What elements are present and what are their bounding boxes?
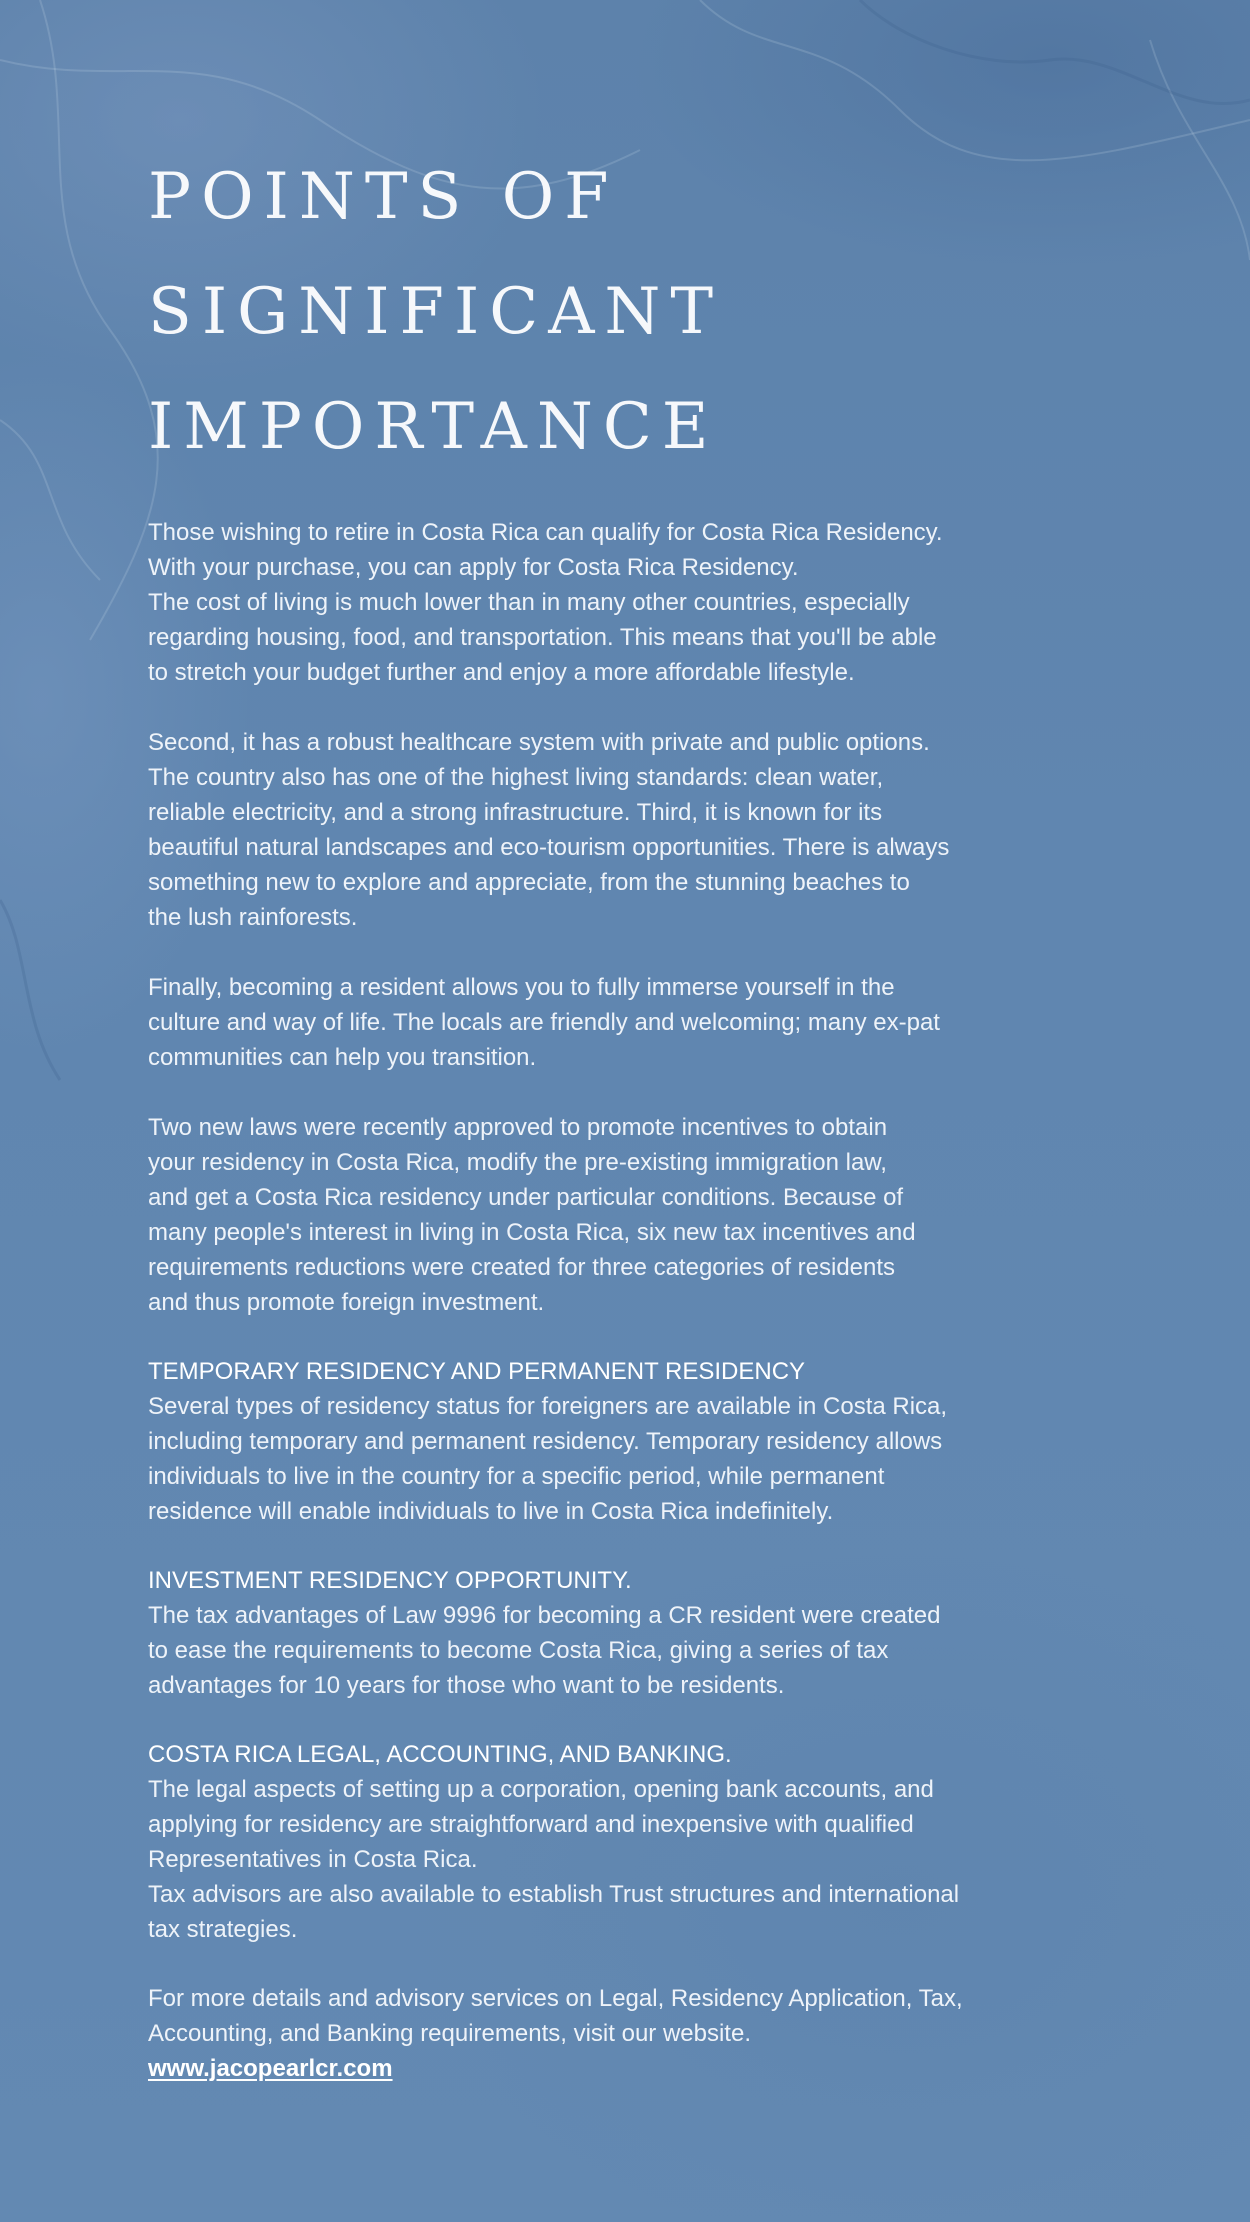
text-line: reliable electricity, and a strong infrastructure. Third, it is known for its <box>148 799 883 826</box>
text-line: the lush rainforests. <box>148 904 358 931</box>
section-investment <box>148 1563 1048 1703</box>
text-line: Finally, becoming a resident allows you to fully immerse yourself in the <box>148 974 895 1001</box>
text-line: Accounting, and Banking requirements, visit our website. <box>148 2020 751 2047</box>
content <box>148 140 1048 2086</box>
text-line: and get a Costa Rica residency under particular conditions. Because of <box>148 1184 904 1211</box>
text-line: to ease the requirements to become Costa Rica, giving a series of tax <box>148 1637 889 1664</box>
text-line: something new to explore and appreciate, from the stunning beaches to <box>148 869 910 896</box>
text-line: Second, it has a robust healthcare system with private and public options. <box>148 729 930 756</box>
text-line: Tax advisors are also available to establish Trust structures and international <box>148 1881 960 1908</box>
section-text <box>148 1389 1048 1529</box>
section-heading: COSTA RICA LEGAL, ACCOUNTING, AND BANKING. <box>148 1741 732 1768</box>
text-line: With your purchase, you can apply for Costa Rica Residency. <box>148 554 799 581</box>
section-temporary-permanent <box>148 1354 1048 1529</box>
page-title <box>148 140 1048 485</box>
section-heading: INVESTMENT RESIDENCY OPPORTUNITY. <box>148 1567 632 1594</box>
text-line: Representatives in Costa Rica. <box>148 1846 478 1873</box>
closing-block <box>148 1981 1048 2086</box>
text-line: and thus promote foreign investment. <box>148 1289 545 1316</box>
paragraph-healthcare <box>148 725 1048 935</box>
text-line: including temporary and permanent residency. Temporary residency allows <box>148 1428 943 1455</box>
text-line: residence will enable individuals to live in Costa Rica indefinitely. <box>148 1498 834 1525</box>
paragraph-new-laws <box>148 1110 1048 1320</box>
title-line: POINTS OF <box>148 160 619 234</box>
text-line: The cost of living is much lower than in many other countries, especially <box>148 589 910 616</box>
text-line: requirements reductions were created for three categories of residents <box>148 1254 896 1281</box>
text-line: Two new laws were recently approved to promote incentives to obtain <box>148 1114 888 1141</box>
text-line: beautiful natural landscapes and eco-tourism opportunities. There is always <box>148 834 950 861</box>
closing-text <box>148 1981 1048 2086</box>
text-line: to stretch your budget further and enjoy a more affordable lifestyle. <box>148 659 855 686</box>
text-line: culture and way of life. The locals are friendly and welcoming; many ex-pat <box>148 1009 940 1036</box>
text-line: The country also has one of the highest living standards: clean water, <box>148 764 884 791</box>
paragraph-residency <box>148 515 1048 690</box>
text-line: individuals to live in the country for a specific period, while permanent <box>148 1463 885 1490</box>
title-line: IMPORTANCE <box>148 390 719 464</box>
section-heading: TEMPORARY RESIDENCY AND PERMANENT RESIDENCY <box>148 1358 806 1385</box>
text-line: many people's interest in living in Costa Rica, six new tax incentives and <box>148 1219 916 1246</box>
section-legal-banking <box>148 1737 1048 1947</box>
text-line: The tax advantages of Law 9996 for becoming a CR resident were created <box>148 1602 941 1629</box>
section-text <box>148 1772 1048 1947</box>
text-line: tax strategies. <box>148 1916 298 1943</box>
text-line: The legal aspects of setting up a corporation, opening bank accounts, and <box>148 1776 934 1803</box>
text-line: applying for residency are straightforward and inexpensive with qualified <box>148 1811 914 1838</box>
body-text <box>148 515 1048 2086</box>
text-line: your residency in Costa Rica, modify the pre-existing immigration law, <box>148 1149 887 1176</box>
website-link[interactable]: www.jacopearlcr.com <box>148 2055 393 2082</box>
title-line: SIGNIFICANT <box>148 275 724 349</box>
text-line: communities can help you transition. <box>148 1044 537 1071</box>
text-line: regarding housing, food, and transportation. This means that you'll be able <box>148 624 937 651</box>
text-line: advantages for 10 years for those who want to be residents. <box>148 1672 785 1699</box>
text-line: Several types of residency status for foreigners are available in Costa Rica, <box>148 1393 948 1420</box>
section-text <box>148 1598 1048 1703</box>
text-line: Those wishing to retire in Costa Rica can qualify for Costa Rica Residency. <box>148 519 943 546</box>
paragraph-culture <box>148 970 1048 1075</box>
text-line: For more details and advisory services on Legal, Residency Application, Tax, <box>148 1985 963 2012</box>
